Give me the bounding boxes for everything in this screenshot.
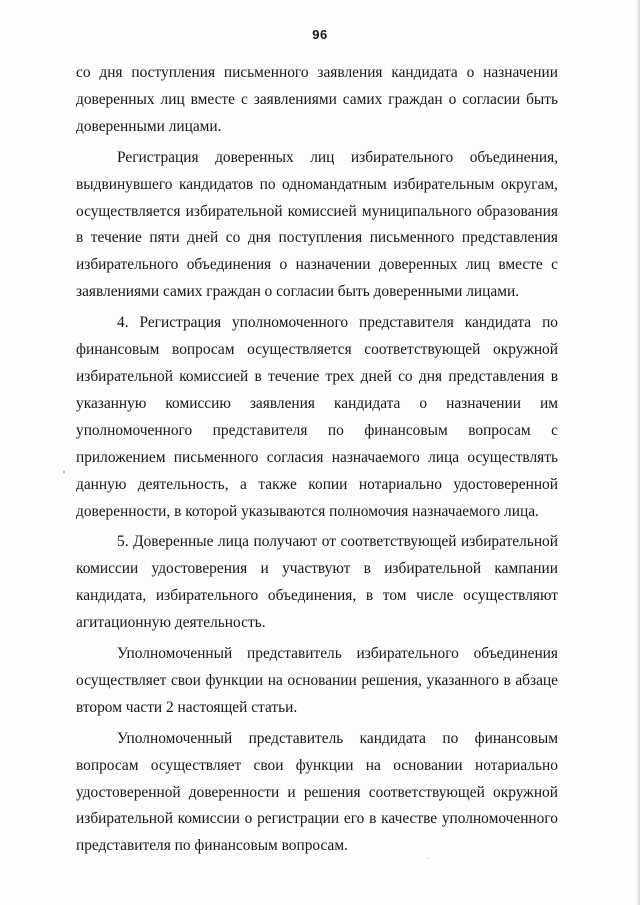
scan-speck <box>63 471 65 473</box>
paragraph-party-representative: Уполномоченный представитель избирательного объединения осуществляет свои функции на основании решения, указанного в абзаце втором части 2 настоящей статьи. <box>76 645 558 716</box>
scan-speck <box>428 858 429 859</box>
paragraph-item-4-financial-representative: 4. Регистрация уполномоченного представителя кандидата по финансовым вопросам осуществляется соответствующей окружной избирательной комиссией в течение трех дней со дня представления в указанную комиссию заявления кандидата о назначении им уполномоченного представителя по финансовым вопросам с приложением письменного согласия назначаемого лица осуществлять данную деятельность, а также копии нотариально удостоверенной доверенности, в которой указываются полномочия назначаемого лица. <box>76 314 558 520</box>
paragraph-candidate-financial-representative: Уполномоченный представитель кандидата по финансовым вопросам осуществляет свои функции на основании нотариально удостоверенной доверенности и решения соответствующей окружной избирательной комиссии о регистрации его в качестве уполномоченного представителя по финансовым вопросам. <box>76 729 558 855</box>
page-number: 96 <box>312 27 328 42</box>
document-body <box>76 60 558 864</box>
paragraph-party-proxies-registration: Регистрация доверенных лиц избирательного объединения, выдвинувшего кандидатов по одномандатным избирательным округам, осуществляется избирательной комиссией муниципального образования в течение пяти дней со дня поступления письменного представления избирательного объединения о назначении доверенных лиц вместе с заявлениями самих граждан о согласии быть доверенными лицами. <box>76 148 558 301</box>
paragraph-item-5-proxies: 5. Доверенные лица получают от соответствующей избирательной комиссии удостоверения и участвуют в избирательной кампании кандидата, избирательного объединения, в том числе осуществляют агитационную деятельность. <box>76 533 558 632</box>
paragraph-continuation: со дня поступления письменного заявления кандидата о назначении доверенных лиц вместе с заявлениями самих граждан о согласии быть доверенными лицами. <box>76 64 558 135</box>
